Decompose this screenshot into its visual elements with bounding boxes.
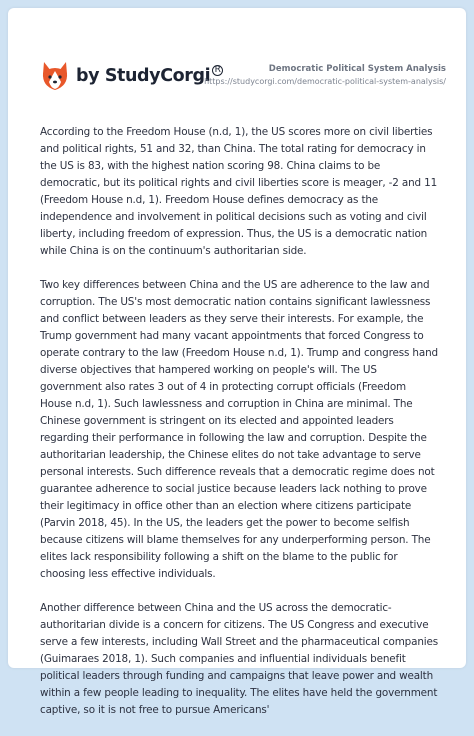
studycorgi-logo[interactable]: [40, 60, 223, 92]
document-page: [8, 8, 466, 716]
paragraph: According to the Freedom House (n.d, 1), the US scores more on civil liberties and political rights, 51 and 32, than China. The total rating for democracy in the US is 83, with the highest nation scoring 98. China claims to be democratic, but its political rights and civil liberties score is meager, -2 and 11 (Freedom House n.d, 1). Freedom House defines democracy as the independence and involvement in political decisions such as voting and civil liberty, including freedom of expression. Thus, the US is a democratic nation while China is on the continuum's authoritarian side.: [40, 126, 438, 257]
corgi-icon: [40, 60, 70, 92]
paragraph: Another difference between China and the US across the democratic-authoritarian divide is a concern for citizens. The US Congress and executive serve a few interests, including Wall Street and the pharmaceutical companies (Guimaraes 2018, 1). Such companies and influential individuals benefit political leaders through funding and campaigns that leave power and wealth within a few people leading to inequality. The elites have held the government captive, so it is not free to pursue Americans': [40, 602, 439, 716]
registered-mark-icon: R: [212, 65, 223, 76]
brand-name: by StudyCorgi: [76, 66, 211, 86]
paragraph: Two key differences between China and the US are adherence to the law and corruption. The US's most democratic nation contains significant lawlessness and conflict between leaders as they serve their interests. For example, the Trump government had many vacant appointments that forced Congress to operate contrary to the law (Freedom House n.d, 1). Trump and congress hand diverse objectives that hampered working on people's will. The US government also rates 3 out of 4 in protecting corrupt officials (Freedom House n.d, 1). Such lawlessness and corruption in China are minimal. The Chinese government is stringent on its elected and appointed leaders regarding their performance in following the law and corruption. Despite the authoritarian leadership, the Chinese elites do not take advantage to serve personal interests. Such difference reveals that a democratic regime does not guarantee adherence to social justice because leaders lack nothing to prove their legitimacy in office other than an election where citizens participate (Parvin 2018, 45). In the US, the leaders get the power to become selfish because citizens will blame themselves for any underperforming person. The elites lack responsibility following a shift on the blame to the public for choosing less effective individuals.: [40, 279, 438, 580]
document-title: Democratic Political System Analysis: [268, 64, 446, 74]
document-url[interactable]: https://studycorgi.com/democratic-political-system-analysis/: [204, 77, 446, 86]
page-header: [8, 8, 466, 108]
document-body: [40, 124, 440, 736]
document-meta: [204, 64, 446, 86]
